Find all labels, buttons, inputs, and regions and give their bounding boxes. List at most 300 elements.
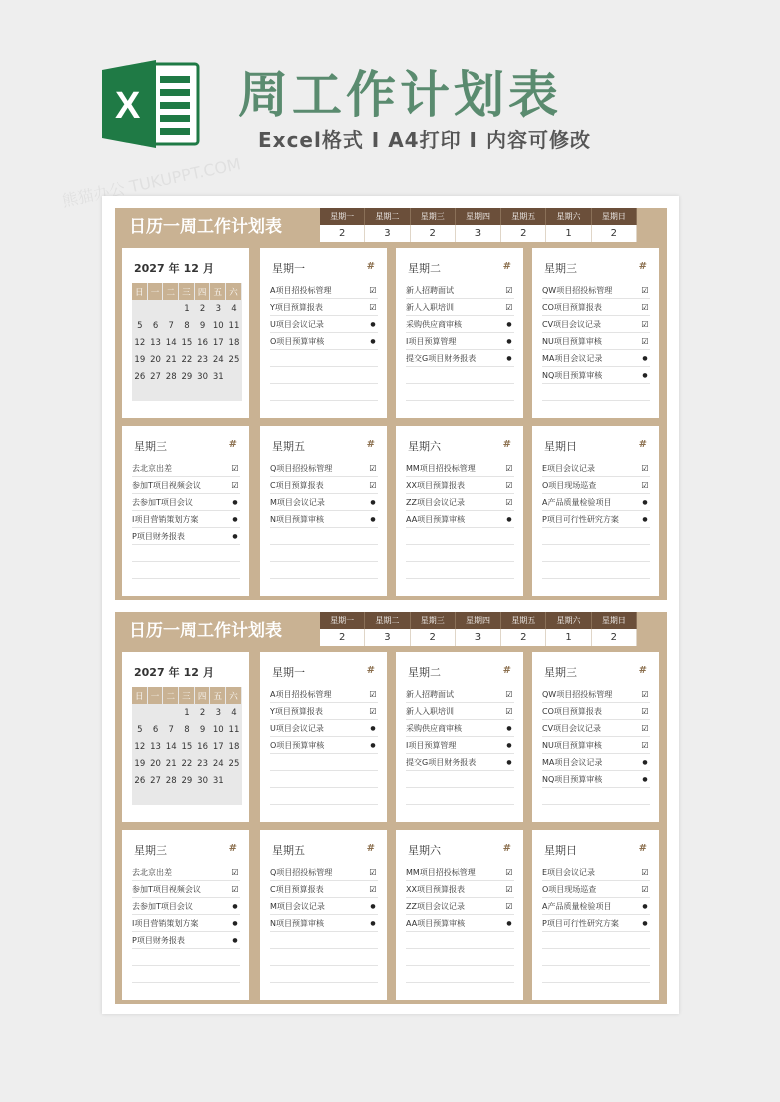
task-text: 新人入职培训 <box>406 302 454 312</box>
task-row[interactable] <box>406 915 514 932</box>
task-text: XX项目预算报表 <box>406 884 465 894</box>
task-row[interactable] <box>270 881 378 898</box>
calendar-day[interactable]: 16 <box>197 337 208 348</box>
checkbox-icon[interactable]: ☑ <box>641 867 649 877</box>
calendar-day[interactable]: 7 <box>168 320 174 331</box>
bullet-icon[interactable]: ● <box>642 371 648 379</box>
bullet-icon[interactable]: ● <box>370 902 376 910</box>
weekday-count[interactable]: 2 <box>501 629 546 646</box>
calendar-week-row <box>132 704 242 721</box>
calendar-day[interactable]: 20 <box>150 354 161 365</box>
calendar-day[interactable] <box>163 300 179 317</box>
hash-icon: # <box>228 843 237 854</box>
calendar-day[interactable]: 2 <box>199 303 206 314</box>
task-row[interactable] <box>270 384 378 401</box>
task-row[interactable] <box>542 384 650 401</box>
calendar-day[interactable]: 17 <box>212 741 224 752</box>
calendar-day[interactable]: 3 <box>215 303 221 314</box>
task-row[interactable] <box>542 511 650 528</box>
calendar-day[interactable]: 4 <box>231 303 237 314</box>
bullet-icon[interactable]: ● <box>506 724 512 732</box>
calendar-day[interactable] <box>210 385 226 402</box>
bullet-icon[interactable]: ● <box>370 919 376 927</box>
task-row[interactable] <box>132 915 240 932</box>
calendar-day[interactable]: 22 <box>181 354 193 365</box>
checkbox-icon[interactable]: ☑ <box>505 867 513 877</box>
calendar-day[interactable]: 6 <box>152 724 159 735</box>
task-row[interactable] <box>406 703 514 720</box>
task-row[interactable] <box>542 460 650 477</box>
task-row[interactable] <box>542 545 650 562</box>
bullet-icon[interactable]: ● <box>642 775 648 783</box>
task-row[interactable] <box>132 881 240 898</box>
task-row[interactable] <box>542 367 650 384</box>
task-row[interactable] <box>270 737 378 754</box>
calendar-day[interactable] <box>195 789 211 806</box>
task-row[interactable] <box>270 545 378 562</box>
task-row[interactable] <box>542 737 650 754</box>
weekday-count[interactable]: 2 <box>320 225 365 242</box>
calendar-day[interactable] <box>148 300 164 317</box>
task-row[interactable] <box>542 299 650 316</box>
task-row[interactable] <box>542 754 650 771</box>
task-row[interactable] <box>132 494 240 511</box>
calendar-day[interactable] <box>148 385 164 402</box>
bullet-icon[interactable]: ● <box>506 741 512 749</box>
task-row[interactable] <box>406 966 514 983</box>
task-row[interactable] <box>270 915 378 932</box>
day-card <box>260 426 387 596</box>
hash-icon: # <box>638 439 647 450</box>
calendar-day[interactable] <box>132 789 148 806</box>
weekday-count[interactable]: 1 <box>546 629 591 646</box>
task-row[interactable] <box>406 881 514 898</box>
task-row[interactable] <box>270 562 378 579</box>
bullet-icon[interactable]: ● <box>232 919 238 927</box>
calendar-month: 12 <box>183 666 199 679</box>
task-row[interactable] <box>542 788 650 805</box>
calendar-day[interactable]: 25 <box>228 758 240 769</box>
calendar-day[interactable]: 26 <box>134 775 146 786</box>
calendar-day[interactable] <box>163 789 179 806</box>
checkbox-icon[interactable]: ☑ <box>505 463 513 473</box>
task-row[interactable] <box>132 898 240 915</box>
day-card-title: 星期三 <box>134 844 167 857</box>
task-row[interactable] <box>270 460 378 477</box>
calendar-day[interactable] <box>148 789 164 806</box>
sheet-title: 日历一周工作计划表 <box>129 217 282 237</box>
task-text: Q项目招投标管理 <box>270 463 333 473</box>
calendar-day[interactable]: 6 <box>152 320 159 331</box>
task-row[interactable] <box>542 771 650 788</box>
calendar-day[interactable]: 14 <box>165 741 177 752</box>
calendar-day[interactable]: 21 <box>165 354 177 365</box>
task-row[interactable] <box>406 282 514 299</box>
task-row[interactable] <box>406 720 514 737</box>
bullet-icon[interactable]: ● <box>506 320 512 328</box>
task-row[interactable] <box>270 494 378 511</box>
task-row[interactable] <box>132 460 240 477</box>
bullet-icon[interactable]: ● <box>232 902 238 910</box>
checkbox-icon[interactable]: ☑ <box>641 689 649 699</box>
task-row[interactable] <box>270 932 378 949</box>
task-row[interactable] <box>406 477 514 494</box>
task-row[interactable] <box>132 511 240 528</box>
task-row[interactable] <box>406 864 514 881</box>
task-row[interactable] <box>270 686 378 703</box>
task-row[interactable] <box>542 528 650 545</box>
checkbox-icon[interactable]: ☑ <box>369 884 377 894</box>
bullet-icon[interactable]: ● <box>506 354 512 362</box>
bullet-icon[interactable]: ● <box>370 337 376 345</box>
weekday-count[interactable]: 3 <box>365 629 410 646</box>
weekday-name: 星期二 <box>365 208 410 225</box>
checkbox-icon[interactable]: ☑ <box>505 285 513 295</box>
calendar-day[interactable]: 8 <box>184 724 190 735</box>
task-text: 参加T项目视频会议 <box>132 884 201 894</box>
task-row[interactable] <box>406 494 514 511</box>
calendar-day[interactable]: 15 <box>181 741 193 752</box>
task-row[interactable] <box>406 333 514 350</box>
task-row[interactable] <box>406 771 514 788</box>
task-text: 新人入职培训 <box>406 706 454 716</box>
checkbox-icon[interactable]: ☑ <box>369 689 377 699</box>
calendar-day[interactable]: 30 <box>197 371 208 382</box>
task-row[interactable] <box>270 282 378 299</box>
calendar-day[interactable]: 27 <box>150 371 161 382</box>
calendar-day[interactable]: 19 <box>134 354 146 365</box>
task-row[interactable] <box>542 477 650 494</box>
task-row[interactable] <box>406 367 514 384</box>
task-row[interactable] <box>542 494 650 511</box>
task-text: Y项目预算报表 <box>270 706 323 716</box>
checkbox-icon[interactable]: ☑ <box>641 319 649 329</box>
checkbox-icon[interactable]: ☑ <box>231 463 239 473</box>
calendar-day[interactable]: 22 <box>181 758 193 769</box>
bullet-icon[interactable]: ● <box>232 498 238 506</box>
calendar-day[interactable]: 2 <box>199 707 206 718</box>
calendar-day[interactable]: 16 <box>197 741 208 752</box>
task-row[interactable] <box>542 720 650 737</box>
task-row[interactable] <box>270 754 378 771</box>
calendar-day[interactable]: 9 <box>199 724 206 735</box>
calendar-day[interactable]: 12 <box>134 337 146 348</box>
calendar-day[interactable] <box>195 385 211 402</box>
checkbox-icon[interactable]: ☑ <box>231 480 239 490</box>
task-row[interactable] <box>542 686 650 703</box>
task-text: NQ项目预算审核 <box>542 370 603 380</box>
calendar-day[interactable]: 15 <box>181 337 193 348</box>
calendar-day[interactable]: 26 <box>134 371 146 382</box>
task-row[interactable] <box>542 316 650 333</box>
weekday-summary-col <box>365 208 410 242</box>
task-text: Q项目招投标管理 <box>270 867 333 877</box>
task-row[interactable] <box>406 511 514 528</box>
calendar-day[interactable] <box>179 385 195 402</box>
task-row[interactable] <box>270 864 378 881</box>
weekday-count[interactable]: 2 <box>320 629 365 646</box>
task-row[interactable] <box>406 299 514 316</box>
checkbox-icon[interactable]: ☑ <box>231 884 239 894</box>
calendar-week-row <box>132 772 242 789</box>
bullet-icon[interactable]: ● <box>506 919 512 927</box>
checkbox-icon[interactable]: ☑ <box>231 867 239 877</box>
bullet-icon[interactable]: ● <box>370 498 376 506</box>
calendar-day[interactable]: 31 <box>212 775 224 786</box>
calendar-day[interactable]: 11 <box>228 724 240 735</box>
task-row[interactable] <box>132 545 240 562</box>
calendar-day[interactable]: 31 <box>212 371 224 382</box>
calendar-day[interactable]: 21 <box>165 758 177 769</box>
checkbox-icon[interactable]: ☑ <box>505 480 513 490</box>
task-row[interactable] <box>132 528 240 545</box>
task-text: QW项目招投标管理 <box>542 689 613 699</box>
calendar-weekday-row <box>132 283 242 300</box>
calendar-day[interactable]: 13 <box>150 337 161 348</box>
task-row[interactable] <box>270 511 378 528</box>
calendar-day[interactable]: 30 <box>197 775 208 786</box>
task-row[interactable] <box>542 350 650 367</box>
checkbox-icon[interactable]: ☑ <box>641 480 649 490</box>
task-row[interactable] <box>542 864 650 881</box>
checkbox-icon[interactable]: ☑ <box>369 285 377 295</box>
calendar-day[interactable]: 23 <box>197 354 208 365</box>
bullet-icon[interactable]: ● <box>370 724 376 732</box>
calendar-day[interactable] <box>148 704 164 721</box>
task-row[interactable] <box>542 915 650 932</box>
task-row[interactable] <box>542 282 650 299</box>
bullet-icon[interactable]: ● <box>642 498 648 506</box>
bullet-icon[interactable]: ● <box>506 515 512 523</box>
bullet-icon[interactable]: ● <box>370 515 376 523</box>
task-row[interactable] <box>542 932 650 949</box>
task-row[interactable] <box>542 898 650 915</box>
task-row[interactable] <box>406 949 514 966</box>
checkbox-icon[interactable]: ☑ <box>641 336 649 346</box>
task-row[interactable] <box>270 949 378 966</box>
task-row[interactable] <box>270 316 378 333</box>
task-row[interactable] <box>270 771 378 788</box>
weekday-count[interactable]: 1 <box>546 225 591 242</box>
bullet-icon[interactable]: ● <box>642 515 648 523</box>
calendar-day[interactable]: 18 <box>228 337 240 348</box>
calendar-weekday: 五 <box>210 283 226 300</box>
calendar-day[interactable] <box>132 704 148 721</box>
task-text: AA项目预算审核 <box>406 514 466 524</box>
task-list <box>270 460 378 579</box>
calendar-day[interactable] <box>132 300 148 317</box>
task-row[interactable] <box>542 949 650 966</box>
task-row[interactable] <box>542 966 650 983</box>
calendar-day[interactable]: 7 <box>168 724 174 735</box>
checkbox-icon[interactable]: ☑ <box>641 463 649 473</box>
checkbox-icon[interactable]: ☑ <box>505 497 513 507</box>
checkbox-icon[interactable]: ☑ <box>641 740 649 750</box>
calendar-day[interactable]: 28 <box>165 775 177 786</box>
calendar-weekday: 四 <box>195 687 211 704</box>
task-text: ZZ项目会议记录 <box>406 497 465 507</box>
calendar-day[interactable]: 24 <box>212 354 224 365</box>
weekday-count[interactable]: 2 <box>411 629 456 646</box>
task-row[interactable] <box>132 864 240 881</box>
checkbox-icon[interactable]: ☑ <box>505 302 513 312</box>
task-row[interactable] <box>270 299 378 316</box>
calendar-day[interactable]: 4 <box>231 707 237 718</box>
checkbox-icon[interactable]: ☑ <box>369 463 377 473</box>
bullet-icon[interactable]: ● <box>232 532 238 540</box>
calendar-day[interactable]: 14 <box>165 337 177 348</box>
day-card <box>260 248 387 418</box>
task-text: A项目招投标管理 <box>270 285 332 295</box>
task-row[interactable] <box>406 528 514 545</box>
calendar-day[interactable]: 18 <box>228 741 240 752</box>
calendar-day[interactable]: 12 <box>134 741 146 752</box>
calendar-day[interactable]: 17 <box>212 337 224 348</box>
task-row[interactable] <box>406 686 514 703</box>
calendar-day[interactable]: 29 <box>181 371 193 382</box>
weekday-summary-col <box>456 208 501 242</box>
task-list <box>270 686 378 805</box>
task-row[interactable] <box>270 350 378 367</box>
checkbox-icon[interactable]: ☑ <box>369 302 377 312</box>
task-row[interactable] <box>406 384 514 401</box>
task-text: 新人招聘面试 <box>406 285 454 295</box>
calendar-day[interactable]: 5 <box>137 724 143 735</box>
calendar-day[interactable]: 1 <box>184 303 190 314</box>
task-row[interactable] <box>406 788 514 805</box>
calendar-day[interactable]: 10 <box>212 320 224 331</box>
checkbox-icon[interactable]: ☑ <box>641 723 649 733</box>
task-row[interactable] <box>406 898 514 915</box>
weekday-count[interactable]: 3 <box>456 629 501 646</box>
task-row[interactable] <box>542 881 650 898</box>
calendar-day[interactable]: 3 <box>215 707 221 718</box>
calendar-day[interactable] <box>226 789 242 806</box>
task-row[interactable] <box>132 562 240 579</box>
calendar-day[interactable]: 24 <box>212 758 224 769</box>
checkbox-icon[interactable]: ☑ <box>641 302 649 312</box>
weekday-count[interactable]: 2 <box>501 225 546 242</box>
weekday-count[interactable]: 2 <box>411 225 456 242</box>
task-text: 新人招聘面试 <box>406 689 454 699</box>
checkbox-icon[interactable]: ☑ <box>369 480 377 490</box>
day-card <box>532 426 659 596</box>
bullet-icon[interactable]: ● <box>642 758 648 766</box>
calendar-day[interactable]: 5 <box>137 320 143 331</box>
calendar-day[interactable]: 27 <box>150 775 161 786</box>
task-row[interactable] <box>270 788 378 805</box>
calendar-day[interactable]: 8 <box>184 320 190 331</box>
task-text: 采购供应商审核 <box>406 723 462 733</box>
task-row[interactable] <box>270 333 378 350</box>
calendar-day[interactable]: 28 <box>165 371 177 382</box>
task-row[interactable] <box>132 966 240 983</box>
bullet-icon[interactable]: ● <box>370 741 376 749</box>
task-row[interactable] <box>406 737 514 754</box>
calendar-day[interactable] <box>132 385 148 402</box>
calendar-day[interactable]: 23 <box>197 758 208 769</box>
task-row[interactable] <box>132 477 240 494</box>
task-row[interactable] <box>270 477 378 494</box>
calendar-day[interactable] <box>226 368 242 385</box>
checkbox-icon[interactable]: ☑ <box>505 689 513 699</box>
task-row[interactable] <box>132 932 240 949</box>
calendar-day[interactable]: 9 <box>199 320 206 331</box>
task-row[interactable] <box>270 367 378 384</box>
task-row[interactable] <box>270 898 378 915</box>
bullet-icon[interactable]: ● <box>642 902 648 910</box>
weekday-count[interactable]: 2 <box>592 629 637 646</box>
task-row[interactable] <box>542 562 650 579</box>
calendar-day[interactable]: 19 <box>134 758 146 769</box>
calendar-day[interactable]: 20 <box>150 758 161 769</box>
task-row[interactable] <box>270 720 378 737</box>
task-row[interactable] <box>406 316 514 333</box>
calendar-week-row <box>132 368 242 385</box>
task-row[interactable] <box>542 703 650 720</box>
bullet-icon[interactable]: ● <box>642 354 648 362</box>
calendar-day[interactable]: 1 <box>184 707 190 718</box>
page-title: 周工作计划表 <box>238 66 562 124</box>
task-text: A产品质量检验项目 <box>542 901 612 911</box>
weekday-count[interactable]: 2 <box>592 225 637 242</box>
task-row[interactable] <box>406 350 514 367</box>
calendar-day[interactable] <box>226 385 242 402</box>
checkbox-icon[interactable]: ☑ <box>369 706 377 716</box>
bullet-icon[interactable]: ● <box>506 758 512 766</box>
calendar-day[interactable]: 13 <box>150 741 161 752</box>
weekday-summary-col <box>546 612 591 646</box>
checkbox-icon[interactable]: ☑ <box>505 884 513 894</box>
weekday-count[interactable]: 3 <box>456 225 501 242</box>
calendar-day[interactable] <box>179 789 195 806</box>
task-row[interactable] <box>406 932 514 949</box>
day-card-title: 星期五 <box>272 844 305 857</box>
calendar-day[interactable]: 10 <box>212 724 224 735</box>
bullet-icon[interactable]: ● <box>232 936 238 944</box>
task-row[interactable] <box>406 754 514 771</box>
checkbox-icon[interactable]: ☑ <box>505 706 513 716</box>
checkbox-icon[interactable]: ☑ <box>641 706 649 716</box>
task-text: P项目可行性研究方案 <box>542 918 619 928</box>
calendar-day[interactable] <box>163 385 179 402</box>
task-row[interactable] <box>406 562 514 579</box>
bullet-icon[interactable]: ● <box>370 320 376 328</box>
task-row[interactable] <box>406 545 514 562</box>
calendar-day[interactable]: 11 <box>228 320 240 331</box>
calendar-day[interactable]: 29 <box>181 775 193 786</box>
task-row[interactable] <box>270 966 378 983</box>
calendar-day[interactable]: 25 <box>228 354 240 365</box>
calendar-day[interactable] <box>226 772 242 789</box>
calendar-card <box>122 248 249 418</box>
task-row[interactable] <box>542 333 650 350</box>
task-row[interactable] <box>270 703 378 720</box>
task-row[interactable] <box>270 528 378 545</box>
task-row[interactable] <box>406 460 514 477</box>
checkbox-icon[interactable]: ☑ <box>641 884 649 894</box>
bullet-icon[interactable]: ● <box>506 337 512 345</box>
bullet-icon[interactable]: ● <box>232 515 238 523</box>
calendar-day[interactable] <box>210 789 226 806</box>
task-row[interactable] <box>132 949 240 966</box>
checkbox-icon[interactable]: ☑ <box>505 901 513 911</box>
checkbox-icon[interactable]: ☑ <box>369 867 377 877</box>
calendar-day[interactable] <box>163 704 179 721</box>
checkbox-icon[interactable]: ☑ <box>641 285 649 295</box>
weekday-count[interactable]: 3 <box>365 225 410 242</box>
bullet-icon[interactable]: ● <box>642 919 648 927</box>
